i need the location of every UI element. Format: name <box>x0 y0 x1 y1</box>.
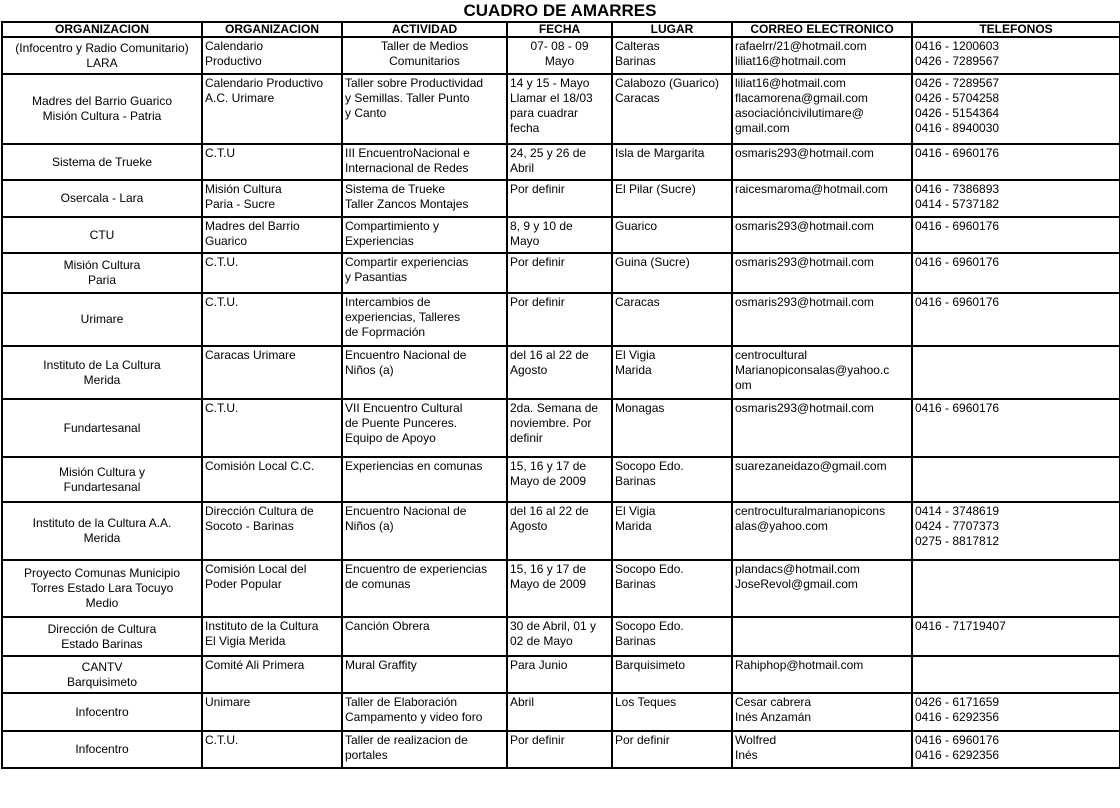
table-row <box>2 457 1120 502</box>
org1-cell: Instituto de la Cultura A.A. Merida <box>2 502 202 560</box>
telefonos-cell: 0416 - 7386893 0414 - 5737182 <box>912 180 1120 217</box>
actividad-cell: Taller de Medios Comunitarios <box>342 37 507 74</box>
table-row <box>2 144 1120 180</box>
org1-cell: Infocentro <box>2 693 202 731</box>
org2-cell: C.T.U. <box>202 253 342 293</box>
org1-cell: Urimare <box>2 293 202 346</box>
fecha-cell: 8, 9 y 10 de Mayo <box>507 217 612 253</box>
org2-cell: Misión Cultura Paria - Sucre <box>202 180 342 217</box>
correo-cell: raicesmaroma@hotmail.com <box>732 180 912 217</box>
telefonos-cell: 0416 - 6960176 <box>912 399 1120 457</box>
org1-cell: Osercala - Lara <box>2 180 202 217</box>
org2-cell: C.T.U. <box>202 731 342 768</box>
actividad-cell: Mural Graffity <box>342 656 507 693</box>
telefonos-cell: 0414 - 3748619 0424 - 7707373 0275 - 8817812 <box>912 502 1120 560</box>
fecha-cell: 24, 25 y 26 de Abril <box>507 144 612 180</box>
lugar-cell: Socopo Edo. Barinas <box>612 617 732 656</box>
org2-cell: Madres del Barrio Guarico <box>202 217 342 253</box>
fecha-cell: 14 y 15 - Mayo Llamar el 18/03 para cuadrar fecha <box>507 74 612 144</box>
org1-cell: Misión Cultura Paria <box>2 253 202 293</box>
correo-cell: rafaelrr/21@hotmail.com liliat16@hotmail.com <box>732 37 912 74</box>
actividad-cell: Taller de realizacion de portales <box>342 731 507 768</box>
correo-cell: centroculturalmarianopicons alas@yahoo.com <box>732 502 912 560</box>
fecha-cell: 2da. Semana de noviembre. Por definir <box>507 399 612 457</box>
correo-cell: osmaris293@hotmail.com <box>732 144 912 180</box>
lugar-cell: El Pilar (Sucre) <box>612 180 732 217</box>
correo-cell: plandacs@hotmail.com JoseRevol@gmail.com <box>732 560 912 617</box>
table-row <box>2 560 1120 617</box>
telefonos-cell: 0416 - 6960176 <box>912 253 1120 293</box>
fecha-cell: del 16 al 22 de Agosto <box>507 502 612 560</box>
org2-cell: Calendario Productivo <box>202 37 342 74</box>
actividad-cell: Sistema de Trueke Taller Zancos Montajes <box>342 180 507 217</box>
lugar-cell: Socopo Edo. Barinas <box>612 457 732 502</box>
org2-cell: C.T.U. <box>202 399 342 457</box>
telefonos-cell: 0426 - 7289567 0426 - 5704258 0426 - 5154364 0416 - 8940030 <box>912 74 1120 144</box>
lugar-cell: Socopo Edo. Barinas <box>612 560 732 617</box>
fecha-cell: Por definir <box>507 180 612 217</box>
table-row <box>2 253 1120 293</box>
lugar-cell: Guarico <box>612 217 732 253</box>
telefonos-cell <box>912 346 1120 399</box>
correo-cell: Wolfred Inés <box>732 731 912 768</box>
correo-cell: centrocultural Marianopiconsalas@yahoo.c om <box>732 346 912 399</box>
org2-cell: Dirección Cultura de Socoto - Barinas <box>202 502 342 560</box>
org1-cell: CANTV Barquisimeto <box>2 656 202 693</box>
table-body <box>2 37 1120 768</box>
org1-cell: CTU <box>2 217 202 253</box>
actividad-cell: VII Encuentro Cultural de Puente Punceres. Equipo de Apoyo <box>342 399 507 457</box>
org1-cell: (Infocentro y Radio Comunitario) LARA <box>2 37 202 74</box>
table-row <box>2 656 1120 693</box>
actividad-cell: Intercambios de experiencias, Talleres de Foprmación <box>342 293 507 346</box>
correo-cell: osmaris293@hotmail.com <box>732 293 912 346</box>
actividad-cell: Encuentro Nacional de Niños (a) <box>342 502 507 560</box>
table-row <box>2 693 1120 731</box>
table-row <box>2 293 1120 346</box>
telefonos-cell: 0416 - 71719407 <box>912 617 1120 656</box>
org2-cell: Instituto de la Cultura El Vigia Merida <box>202 617 342 656</box>
column-header: FECHA <box>507 22 612 37</box>
table-row <box>2 502 1120 560</box>
org1-cell: Sistema de Trueke <box>2 144 202 180</box>
table-row <box>2 617 1120 656</box>
org1-cell: Misión Cultura y Fundartesanal <box>2 457 202 502</box>
org2-cell: Calendario Productivo A.C. Urimare <box>202 74 342 144</box>
telefonos-cell: 0426 - 6171659 0416 - 6292356 <box>912 693 1120 731</box>
org1-cell: Instituto de La Cultura Merida <box>2 346 202 399</box>
correo-cell: osmaris293@hotmail.com <box>732 253 912 293</box>
telefonos-cell <box>912 656 1120 693</box>
telefonos-cell: 0416 - 6960176 0416 - 6292356 <box>912 731 1120 768</box>
table-row <box>2 399 1120 457</box>
fecha-cell: 30 de Abril, 01 y 02 de Mayo <box>507 617 612 656</box>
actividad-cell: Taller sobre Productividad y Semillas. Taller Punto y Canto <box>342 74 507 144</box>
table-row <box>2 217 1120 253</box>
org1-cell: Madres del Barrio Guarico Misión Cultura - Patria <box>2 74 202 144</box>
correo-cell: osmaris293@hotmail.com <box>732 399 912 457</box>
telefonos-cell: 0416 - 6960176 <box>912 144 1120 180</box>
column-header: ACTIVIDAD <box>342 22 507 37</box>
fecha-cell: Abril <box>507 693 612 731</box>
org2-cell: Comisión Local C.C. <box>202 457 342 502</box>
telefonos-cell <box>912 560 1120 617</box>
org2-cell: Comisión Local del Poder Popular <box>202 560 342 617</box>
column-header: ORGANIZACION <box>202 22 342 37</box>
telefonos-cell <box>912 457 1120 502</box>
org1-cell: Proyecto Comunas Municipio Torres Estado Lara Tocuyo Medio <box>2 560 202 617</box>
column-header: ORGANIZACION <box>2 22 202 37</box>
column-header: CORREO ELECTRONICO <box>732 22 912 37</box>
lugar-cell: Isla de Margarita <box>612 144 732 180</box>
correo-cell: liliat16@hotmail.com flacamorena@gmail.com asociaciόncivilutimare@ gmail.com <box>732 74 912 144</box>
actividad-cell: Taller de Elaboración Campamento y video foro <box>342 693 507 731</box>
correo-cell <box>732 617 912 656</box>
org1-cell: Dirección de Cultura Estado Barinas <box>2 617 202 656</box>
org2-cell: Caracas Urimare <box>202 346 342 399</box>
lugar-cell: Guina (Sucre) <box>612 253 732 293</box>
org2-cell: Comité Ali Primera <box>202 656 342 693</box>
table-row <box>2 180 1120 217</box>
telefonos-cell: 0416 - 6960176 <box>912 217 1120 253</box>
column-header: TELEFONOS <box>912 22 1120 37</box>
org2-cell: C.T.U. <box>202 293 342 346</box>
org1-cell: Fundartesanal <box>2 399 202 457</box>
actividad-cell: III EncuentroNacional e Internacional de Redes <box>342 144 507 180</box>
fecha-cell: 15, 16 y 17 de Mayo de 2009 <box>507 457 612 502</box>
correo-cell: suarezaneidazo@gmail.com <box>732 457 912 502</box>
actividad-cell: Compartir experiencias y Pasantias <box>342 253 507 293</box>
fecha-cell: Por definir <box>507 253 612 293</box>
lugar-cell: Por definir <box>612 731 732 768</box>
lugar-cell: El Vigia Marida <box>612 502 732 560</box>
lugar-cell: Monagas <box>612 399 732 457</box>
correo-cell: osmaris293@hotmail.com <box>732 217 912 253</box>
lugar-cell: Caracas <box>612 293 732 346</box>
lugar-cell: Calteras Barinas <box>612 37 732 74</box>
column-header: LUGAR <box>612 22 732 37</box>
telefonos-cell: 0416 - 6960176 <box>912 293 1120 346</box>
fecha-cell: Por definir <box>507 293 612 346</box>
header-row <box>2 22 1120 37</box>
lugar-cell: Barquisimeto <box>612 656 732 693</box>
telefonos-cell: 0416 - 1200603 0426 - 7289567 <box>912 37 1120 74</box>
page-title: CUADRO DE AMARRES <box>463 1 657 20</box>
org2-cell: C.T.U <box>202 144 342 180</box>
lugar-cell: Calabozo (Guarico) Caracas <box>612 74 732 144</box>
correo-cell: Cesar cabrera Inés Anzamán <box>732 693 912 731</box>
org2-cell: Unimare <box>202 693 342 731</box>
amarres-table <box>1 21 1120 769</box>
fecha-cell: del 16 al 22 de Agosto <box>507 346 612 399</box>
table-row <box>2 74 1120 144</box>
lugar-cell: El Vigia Marida <box>612 346 732 399</box>
correo-cell: Rahiphop@hotmail.com <box>732 656 912 693</box>
actividad-cell: Encuentro de experiencias de comunas <box>342 560 507 617</box>
fecha-cell: 15, 16 y 17 de Mayo de 2009 <box>507 560 612 617</box>
lugar-cell: Los Teques <box>612 693 732 731</box>
actividad-cell: Experiencias en comunas <box>342 457 507 502</box>
fecha-cell: 07- 08 - 09 Mayo <box>507 37 612 74</box>
actividad-cell: Compartimiento y Experiencias <box>342 217 507 253</box>
fecha-cell: Para Junio <box>507 656 612 693</box>
actividad-cell: Encuentro Nacional de Niños (a) <box>342 346 507 399</box>
table-row <box>2 37 1120 74</box>
actividad-cell: Canción Obrera <box>342 617 507 656</box>
table-row <box>2 731 1120 768</box>
table-row <box>2 346 1120 399</box>
org1-cell: Infocentro <box>2 731 202 768</box>
fecha-cell: Por definir <box>507 731 612 768</box>
